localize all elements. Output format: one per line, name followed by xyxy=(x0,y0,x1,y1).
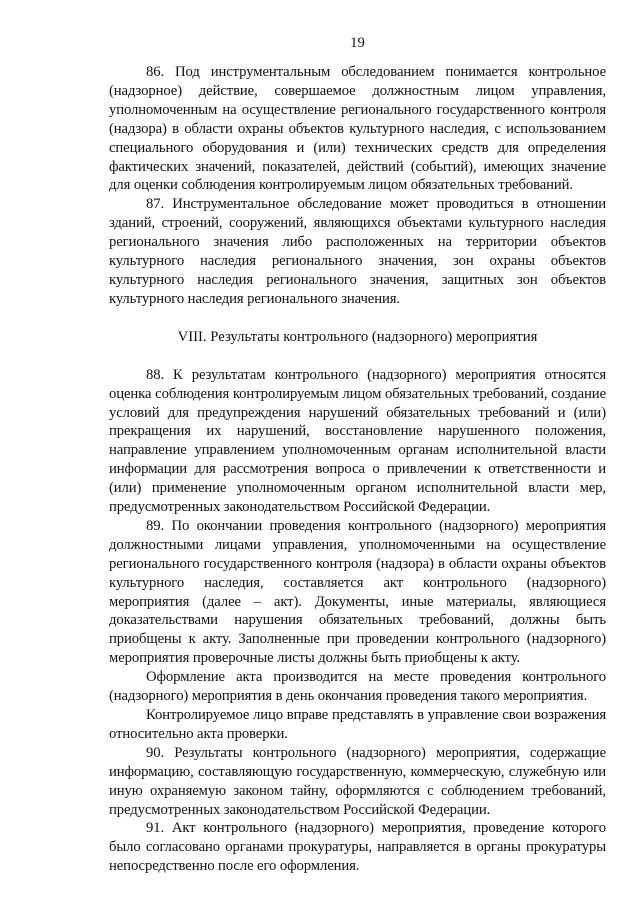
paragraph-91: 91. Акт контрольного (надзорного) мероприятия, проведение которого было согласовано органами прокуратуры, направляется в органы прокуратуры непосредственно после его оформления. xyxy=(109,820,606,875)
paragraph-objections: Контролируемое лицо вправе представлять в управление свои возражения относительно акта проверки. xyxy=(109,707,606,742)
paragraph-86: 86. Под инструментальным обследованием понимается контрольное (надзорное) действие, совершаемое должностным лицом управления, уполномоченным на осуществление регионального государственного контроля (надзора) в области охраны объектов культурного наследия, с использованием специального оборудования и (или) технических средств для определения фактических значений, показателей, действий (событий), имеющих значение для оценки соблюдения контролируемым лицом обязательных требований. xyxy=(109,64,606,194)
paragraph-90: 90. Результаты контрольного (надзорного) мероприятия, содержащие информацию, составляющую государственную, коммерческую, служебную или иную охраняемую законом тайну, оформляются с соблюдением требований, предусмотренных законодательством Российской Федерации. xyxy=(109,744,606,818)
paragraph-89: 89. По окончании проведения контрольного (надзорного) мероприятия должностными лицами управления, уполномоченными на осуществление регионального государственного контроля (надзора) в области охраны объектов культурного наследия, составляется акт контрольного (надзорного) мероприятия (далее – акт). Документы, иные материалы, являющиеся доказательствами нарушения обязательных требований, должны быть приобщены к акту. Заполненные при проведении контрольного (надзорного) мероприятия проверочные листы должны быть приобщены к акту. xyxy=(109,517,606,667)
paragraph-act-drafting: Оформление акта производится на месте проведения контрольного (надзорного) мероприятия в день окончания проведения такого мероприятия. xyxy=(109,669,606,705)
paragraph-87: 87. Инструментальное обследование может проводиться в отношении зданий, строений, сооружений, являющихся объектами культурного наследия регионального значения либо расположенных на территории объектов культурного наследия регионального значения, зон охраны объектов культурного наследия регионального значения, защитных зон объектов культурного наследия регионального значения. xyxy=(109,196,606,307)
section-heading: VIII. Результаты контрольного (надзорного) мероприятия xyxy=(177,328,538,345)
paragraph-88: 88. К результатам контрольного (надзорного) мероприятия относятся оценка соблюдения контролируемым лицом обязательных требований, создание условий для предупреждения нарушений обязательных требований и (или) прекращения их нарушений, восстановление нарушенного положения, направление управлением уполномоченным органам исполнительной власти информации для рассмотрения вопроса о привлечении к ответственности и (или) применение уполномоченным органом исполнительной власти мер, предусмотренных законодательством Российской Федерации. xyxy=(109,366,606,516)
page-number: 19 xyxy=(350,35,365,51)
